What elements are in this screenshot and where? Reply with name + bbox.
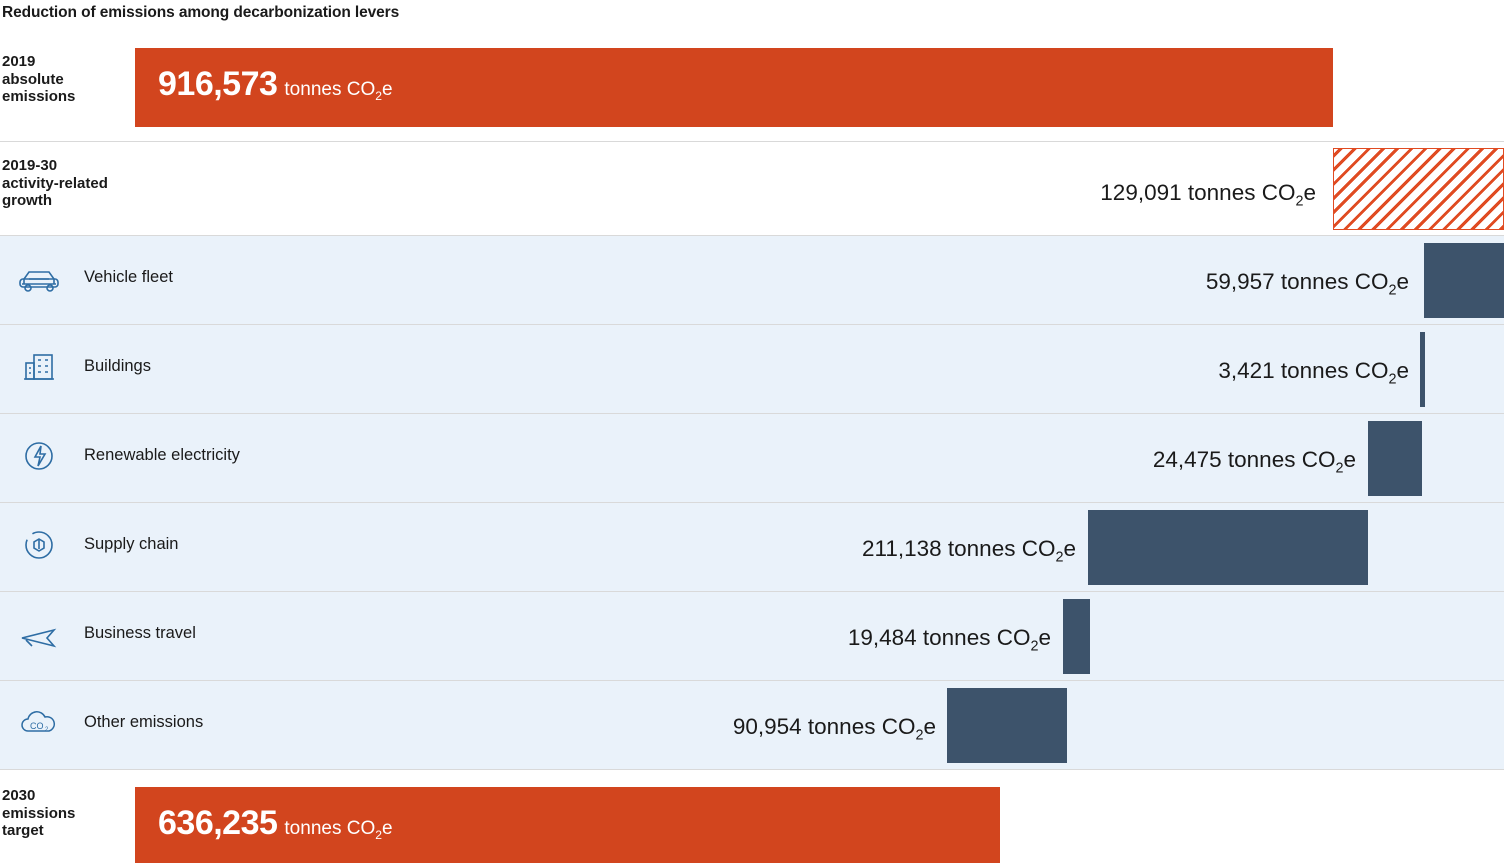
value-unit: tonnes $CO_2e$ [922,625,1051,655]
row-label-activity-related-growth [2,157,108,210]
value-number: 90,954 [732,714,802,739]
value-number: 59,957 [1205,269,1275,294]
label-line-3: growth [2,192,52,210]
value-unit: tonnes $CO_2e$ [947,536,1076,566]
label-line-2: absolute [2,70,64,88]
label-line-1: 2030 [2,787,36,804]
bar-lever-other-emissions [947,688,1067,763]
bar-lever-vehicle-fleet [1424,243,1504,318]
value-lever-renewable-electricity [1153,447,1356,477]
row-lever-other-emissions [0,680,1504,769]
value-number: 3,421 [1218,358,1275,383]
value-activity-related-growth [1100,180,1316,210]
lever-label-other-emissions: Other emissions [84,713,204,731]
label-line-1: 2019 [2,53,36,70]
label-line-1: 2019-30 [2,157,58,174]
supply-chain-icon [12,525,66,565]
lever-label-supply-chain: Supply chain [84,535,179,553]
svg-text:CO: CO [30,721,44,731]
label-line-2: activity-related [2,174,108,192]
lever-label-buildings: Buildings [84,357,151,375]
value-number: 636,235 [158,804,278,842]
value-lever-vehicle-fleet [1206,269,1409,299]
value-number: 211,138 [861,536,942,561]
bar-lever-renewable-electricity [1368,421,1422,496]
row-lever-business-travel [0,591,1504,680]
value-2019-absolute-emissions [158,65,393,104]
bar-activity-related-growth [1333,148,1504,230]
row-2030-emissions-target [0,770,1504,863]
row-label-2030-emissions-target [2,787,75,840]
value-number: 24,475 [1152,447,1222,472]
label-line-2: emissions [2,804,76,822]
building-icon [12,347,66,387]
value-unit: tonnes $CO_2e$ [1280,358,1409,388]
value-unit: tonnes $CO_2e$ [1227,447,1356,477]
svg-text:2: 2 [45,727,49,733]
row-lever-supply-chain [0,502,1504,591]
bar-lever-business-travel [1063,599,1090,674]
value-lever-other-emissions [733,714,936,744]
airplane-icon [12,616,66,656]
label-line-3: target [2,822,44,840]
value-unit: tonnes $CO_2e$ [807,714,936,744]
row-lever-renewable-electricity [0,413,1504,502]
value-unit: tonnes $CO_2e$ [284,818,393,842]
value-number: 916,573 [158,65,278,103]
page-title: Reduction of emissions among decarbonization levers [2,4,400,21]
lever-label-business-travel: Business travel [84,624,196,642]
value-lever-supply-chain [862,536,1076,566]
lightning-bolt-icon [12,436,66,476]
co2-cloud-icon [12,705,66,745]
value-unit: tonnes $CO_2e$ [1187,180,1316,210]
value-2030-emissions-target [158,804,393,843]
value-lever-business-travel [848,625,1051,655]
value-lever-buildings [1218,358,1409,388]
row-label-2019-absolute-emissions [2,53,75,106]
value-unit: tonnes $CO_2e$ [284,79,393,103]
label-line-3: emissions [2,88,76,106]
car-icon [12,260,66,300]
row-2019-absolute-emissions [0,34,1504,141]
value-unit: tonnes $CO_2e$ [1280,269,1409,299]
value-number: 19,484 [847,625,917,650]
bar-lever-supply-chain [1088,510,1368,585]
row-activity-related-growth [0,142,1504,235]
row-lever-buildings [0,324,1504,413]
row-lever-vehicle-fleet [0,235,1504,324]
lever-label-renewable-electricity: Renewable electricity [84,446,240,464]
value-number: 129,091 [1100,180,1182,205]
bar-lever-buildings [1420,332,1425,407]
lever-label-vehicle-fleet: Vehicle fleet [84,268,173,286]
